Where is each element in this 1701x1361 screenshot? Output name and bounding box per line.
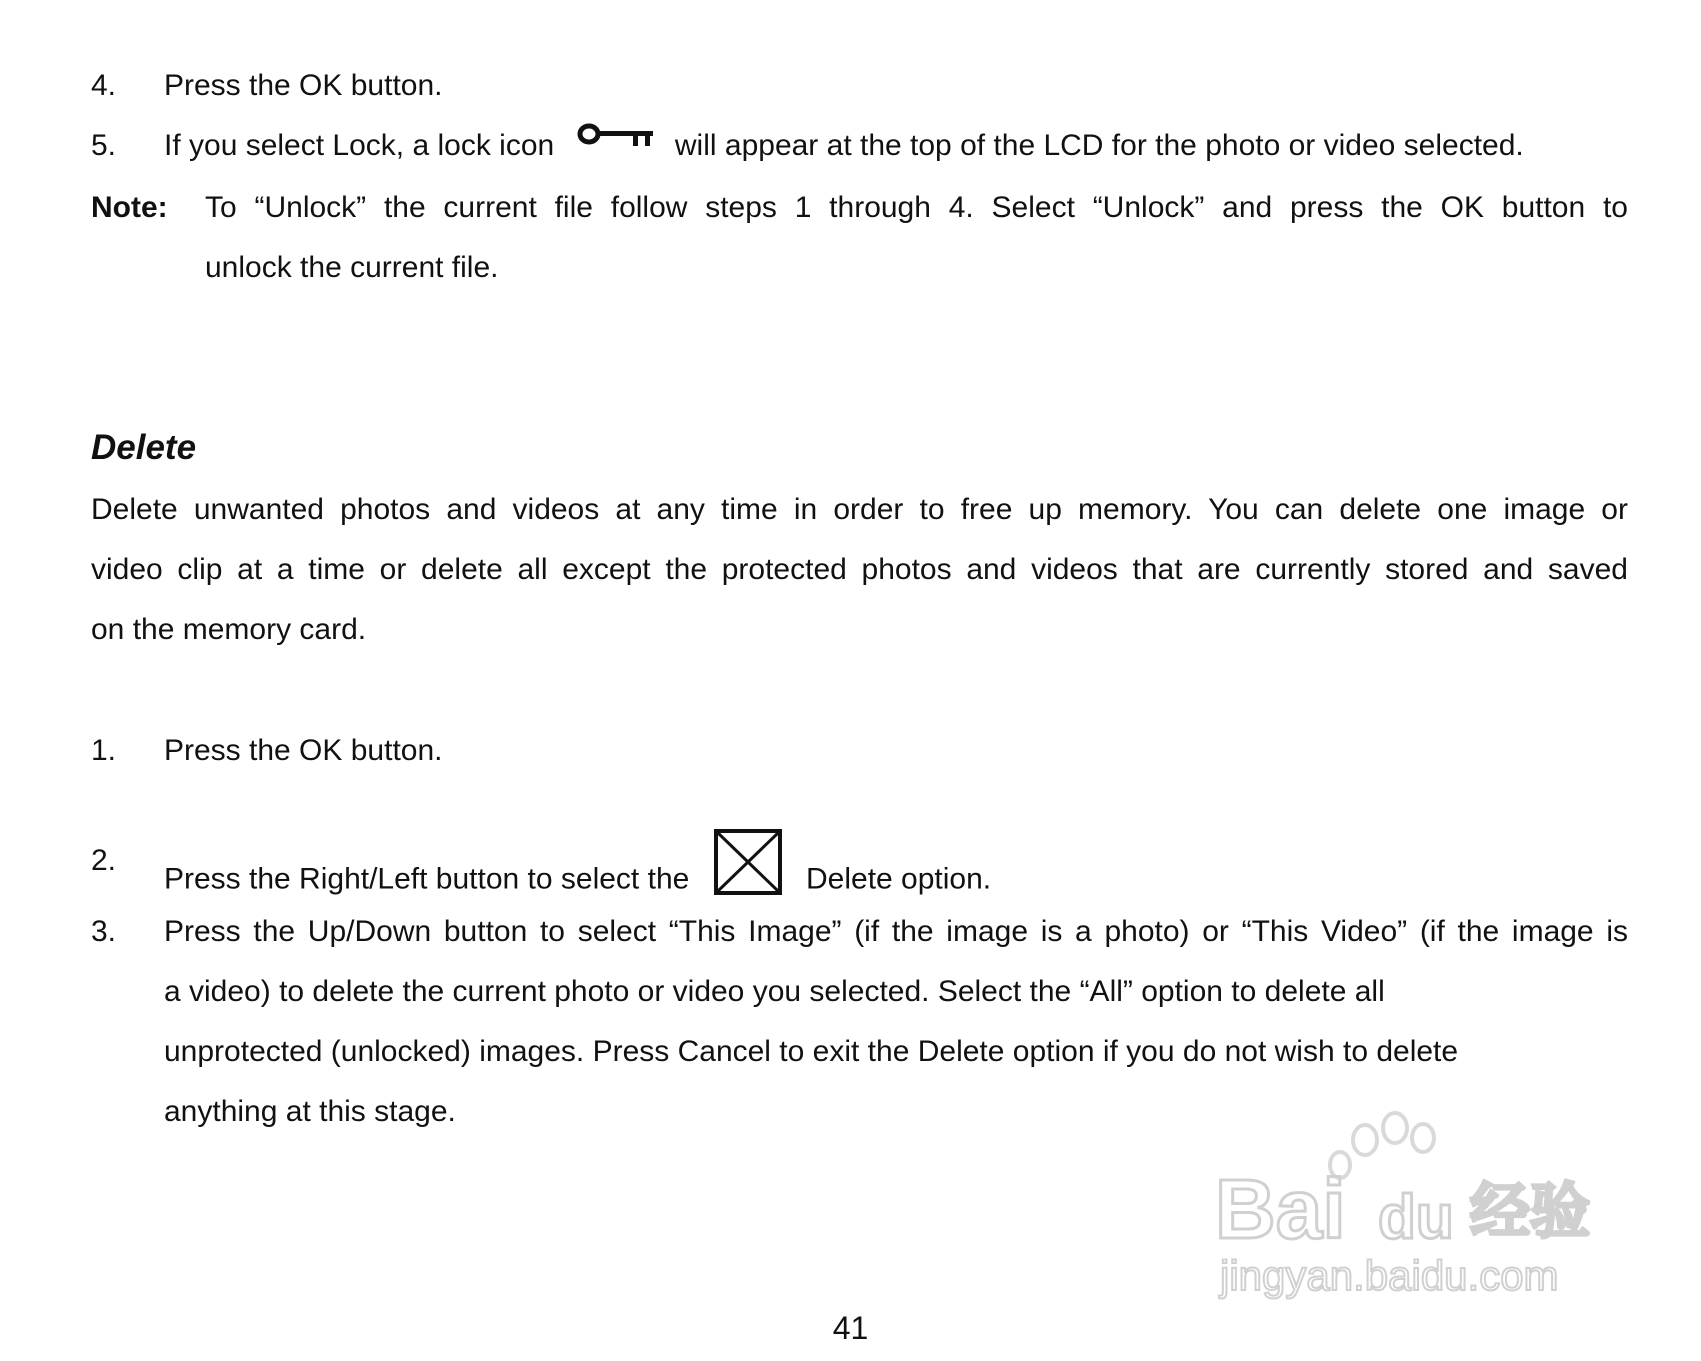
delete-step-3-line-3: unprotected (unlocked) images. Press Cancel to exit the Delete option if you do not wish to delete	[164, 1035, 1459, 1068]
delete-step-2-text-before: Press the Right/Left button to select the	[164, 862, 690, 896]
delete-paragraph-line-1: Delete unwanted photos and videos at any time in order to free up memory. You can delete one image or	[91, 493, 1628, 526]
delete-box-x-icon	[714, 829, 782, 904]
watermark-chinese-text: 经验	[1470, 1177, 1590, 1247]
page-number: 41	[832, 1310, 869, 1346]
delete-paragraph-line-2: video clip at a time or delete all except the protected photos and videos that are currently stored and saved	[91, 553, 1628, 586]
note-label: Note:	[91, 191, 168, 224]
step-4-text: Press the OK button.	[164, 69, 443, 102]
step-5-text	[164, 128, 1524, 165]
watermark-brand-text-2: du	[1378, 1183, 1454, 1252]
delete-paragraph-line-3: on the memory card.	[91, 613, 367, 646]
section-heading-delete: Delete	[91, 428, 197, 467]
note-line-2: unlock the current file.	[205, 251, 499, 284]
watermark-url: jingyan.baidu.com	[1220, 1252, 1559, 1299]
step-5-number: 5.	[91, 129, 117, 162]
step-5-text-after: will appear at the top of the LCD for the photo or video selected.	[674, 129, 1524, 162]
delete-step-2-text-after: Delete option.	[806, 862, 992, 896]
baidu-watermark	[1210, 1110, 1610, 1310]
watermark-brand-text: Bai	[1215, 1162, 1346, 1256]
delete-step-3-line-1: Press the Up/Down button to select “This Image” (if the image is a photo) or “This Video” (if the image is	[164, 915, 1628, 948]
step-5-text-before: If you select Lock, a lock icon	[164, 129, 555, 162]
key-lock-icon	[577, 121, 655, 157]
delete-step-2-number: 2.	[91, 844, 117, 877]
step-4-number: 4.	[91, 69, 117, 102]
delete-step-1-text: Press the OK button.	[164, 734, 443, 767]
delete-step-2-text	[164, 843, 991, 918]
delete-step-3-number: 3.	[91, 915, 117, 948]
delete-step-1-number: 1.	[91, 734, 117, 767]
note-line-1: To “Unlock” the current file follow steps 1 through 4. Select “Unlock” and press the OK button to	[205, 191, 1628, 224]
delete-step-3-line-2: a video) to delete the current photo or video you selected. Select the “All” option to delete all	[164, 975, 1385, 1008]
delete-step-3-line-4: anything at this stage.	[164, 1095, 456, 1128]
